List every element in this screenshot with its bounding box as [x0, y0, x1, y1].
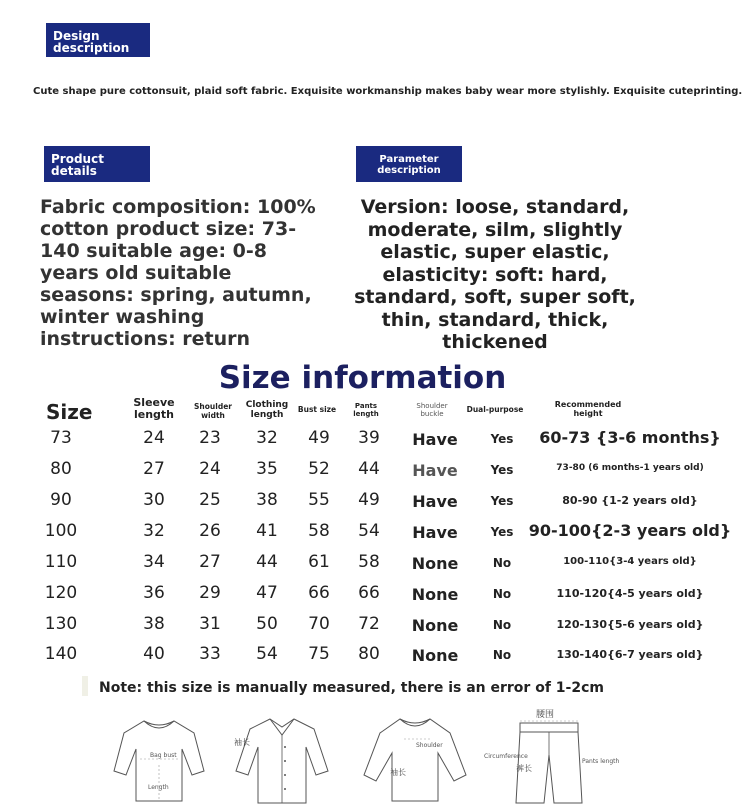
cell-height: 73-80 (6 months-1 years old): [556, 463, 704, 473]
cell-clothing: 38: [256, 490, 278, 510]
header-height-line1: Recommended: [554, 400, 622, 409]
cell-clothing: 32: [256, 428, 278, 448]
cell-sleeve: 24: [143, 428, 165, 448]
header-shoulder-buckle: [408, 402, 456, 418]
cell-bust: 66: [308, 583, 330, 603]
cell-clothing: 35: [256, 459, 278, 479]
cell-pants: 58: [358, 552, 380, 572]
header-clothing-line1: Clothing: [245, 400, 289, 410]
cell-pants: 80: [358, 644, 380, 664]
header-pants-line2: length: [353, 410, 379, 418]
pants-length-label: Pants length: [582, 758, 620, 765]
cell-sleeve: 32: [143, 521, 165, 541]
sweater-diagram: [360, 713, 470, 808]
cell-size: 140: [44, 644, 78, 664]
cell-buckle: Have: [412, 430, 458, 449]
shirt-sleeve-label: 袖长: [234, 738, 250, 747]
cell-dual: Yes: [490, 525, 514, 539]
header-buckle-line1: Shoulder: [416, 402, 448, 410]
cell-sleeve: 30: [143, 490, 165, 510]
cell-buckle: Have: [412, 523, 458, 542]
cell-dual: No: [492, 618, 512, 632]
cell-shoulder: 23: [199, 428, 221, 448]
product-details-tag: [44, 146, 150, 182]
cell-bust: 75: [308, 644, 330, 664]
header-shoulder-line2: width: [201, 411, 225, 420]
cell-buckle: None: [411, 554, 459, 573]
cell-height: 110-120{4-5 years old}: [556, 587, 704, 600]
measurement-note: Note: this size is manually measured, there is an error of 1-2cm: [99, 680, 604, 696]
design-description-text: Cute shape pure cottonsuit, plaid soft fabric. Exquisite workmanship makes baby wear more stylishly. Exquisite cuteprinting.: [33, 86, 743, 97]
cell-bust: 58: [308, 521, 330, 541]
pants-waist-label: 腰围: [536, 710, 555, 720]
cell-height: 90-100{2-3 years old}: [528, 521, 732, 540]
long-sleeve-top-diagram: [112, 713, 207, 808]
cell-clothing: 44: [256, 552, 278, 572]
product-tag-line1: Product: [51, 152, 104, 166]
header-size: Size: [46, 400, 93, 424]
cell-sleeve: 34: [143, 552, 165, 572]
cell-bust: 61: [308, 552, 330, 572]
cell-dual: Yes: [490, 432, 514, 446]
cell-height: 130-140{6-7 years old}: [556, 648, 704, 661]
header-sleeve-line2: length: [133, 408, 175, 421]
cell-size: 100: [44, 521, 78, 541]
top-bust-label: Bag bust: [150, 752, 177, 759]
cell-dual: Yes: [490, 463, 514, 477]
cell-bust: 49: [308, 428, 330, 448]
cell-pants: 72: [358, 614, 380, 634]
design-tag-line1: Design: [53, 29, 100, 43]
circumference-label: Circumference: [484, 753, 528, 760]
header-sleeve-length: [126, 397, 182, 421]
cell-pants: 66: [358, 583, 380, 603]
cell-size: 73: [50, 428, 72, 448]
cell-dual: No: [492, 648, 512, 662]
cell-clothing: 41: [256, 521, 278, 541]
cell-pants: 39: [358, 428, 380, 448]
cell-size: 110: [44, 552, 78, 572]
header-height-line2: height: [573, 409, 603, 418]
shirt-diagram: [232, 713, 332, 808]
header-buckle-line2: buckle: [420, 410, 444, 418]
header-sleeve-line1: Sleeve: [133, 396, 175, 409]
parameter-description-tag: [356, 146, 462, 182]
pants-length-label-cn: 裤长: [516, 764, 532, 773]
cell-shoulder: 25: [199, 490, 221, 510]
header-shoulder-width: [186, 402, 240, 420]
cell-clothing: 47: [256, 583, 278, 603]
cell-size: 120: [44, 583, 78, 603]
cell-height: 100-110{3-4 years old}: [563, 556, 697, 567]
cell-pants: 49: [358, 490, 380, 510]
cell-shoulder: 33: [199, 644, 221, 664]
cell-shoulder: 29: [199, 583, 221, 603]
cell-size: 80: [50, 459, 72, 479]
top-length-label: Length: [148, 784, 169, 791]
cell-buckle: Have: [412, 492, 458, 511]
header-recommended-height: [548, 400, 628, 418]
cell-pants: 54: [358, 521, 380, 541]
cell-shoulder: 24: [199, 459, 221, 479]
cell-height: 60-73 {3-6 months}: [539, 428, 721, 447]
cell-shoulder: 26: [199, 521, 221, 541]
cell-size: 130: [44, 614, 78, 634]
note-marker: [82, 676, 88, 696]
cell-dual: Yes: [490, 494, 514, 508]
sweater-shoulder-label: Shoulder: [416, 742, 443, 749]
cell-dual: No: [492, 587, 512, 601]
cell-height: 80-90 {1-2 years old}: [562, 494, 698, 507]
cell-shoulder: 31: [199, 614, 221, 634]
header-clothing-length: [242, 400, 292, 420]
cell-sleeve: 40: [143, 644, 165, 664]
header-pants-line1: Pants: [354, 402, 378, 410]
product-tag-line2: details: [51, 164, 97, 178]
cell-buckle: None: [411, 585, 459, 604]
cell-sleeve: 36: [143, 583, 165, 603]
cell-sleeve: 27: [143, 459, 165, 479]
cell-shoulder: 27: [199, 552, 221, 572]
design-tag-line2: description: [53, 41, 130, 55]
cell-size: 90: [50, 490, 72, 510]
cell-sleeve: 38: [143, 614, 165, 634]
header-shoulder-line1: Shoulder: [194, 402, 232, 411]
cell-pants: 44: [358, 459, 380, 479]
size-information-title: Size information: [218, 360, 507, 396]
cell-bust: 55: [308, 490, 330, 510]
parameter-description-text: Version: loose, standard, moderate, silm, slightly elastic, super elastic, elasticity: soft: hard, standard, soft, super soft, thin, standard, thick, thickened: [354, 196, 636, 353]
cell-height: 120-130{5-6 years old}: [556, 618, 704, 631]
cell-bust: 70: [308, 614, 330, 634]
header-bust-size: Bust size: [297, 405, 337, 414]
cell-clothing: 54: [256, 644, 278, 664]
param-tag-line2: description: [377, 165, 441, 176]
pants-diagram: [478, 703, 620, 808]
header-clothing-line2: length: [250, 410, 284, 420]
design-description-tag: [46, 23, 150, 57]
cell-bust: 52: [308, 459, 330, 479]
cell-buckle: None: [411, 616, 459, 635]
header-pants-length: [346, 402, 386, 418]
header-dual-purpose: Dual-purpose: [466, 405, 524, 414]
cell-buckle: None: [411, 646, 459, 665]
cell-clothing: 50: [256, 614, 278, 634]
cell-dual: No: [492, 556, 512, 570]
product-details-text: Fabric composition: 100% cotton product size: 73-140 suitable age: 0-8 years old suitable seasons: spring, autumn, winter washing instructions: return: [40, 196, 316, 350]
sweater-sleeve-label: 袖长: [390, 768, 406, 777]
cell-buckle: Have: [412, 461, 458, 480]
param-tag-line1: Parameter: [379, 154, 439, 165]
